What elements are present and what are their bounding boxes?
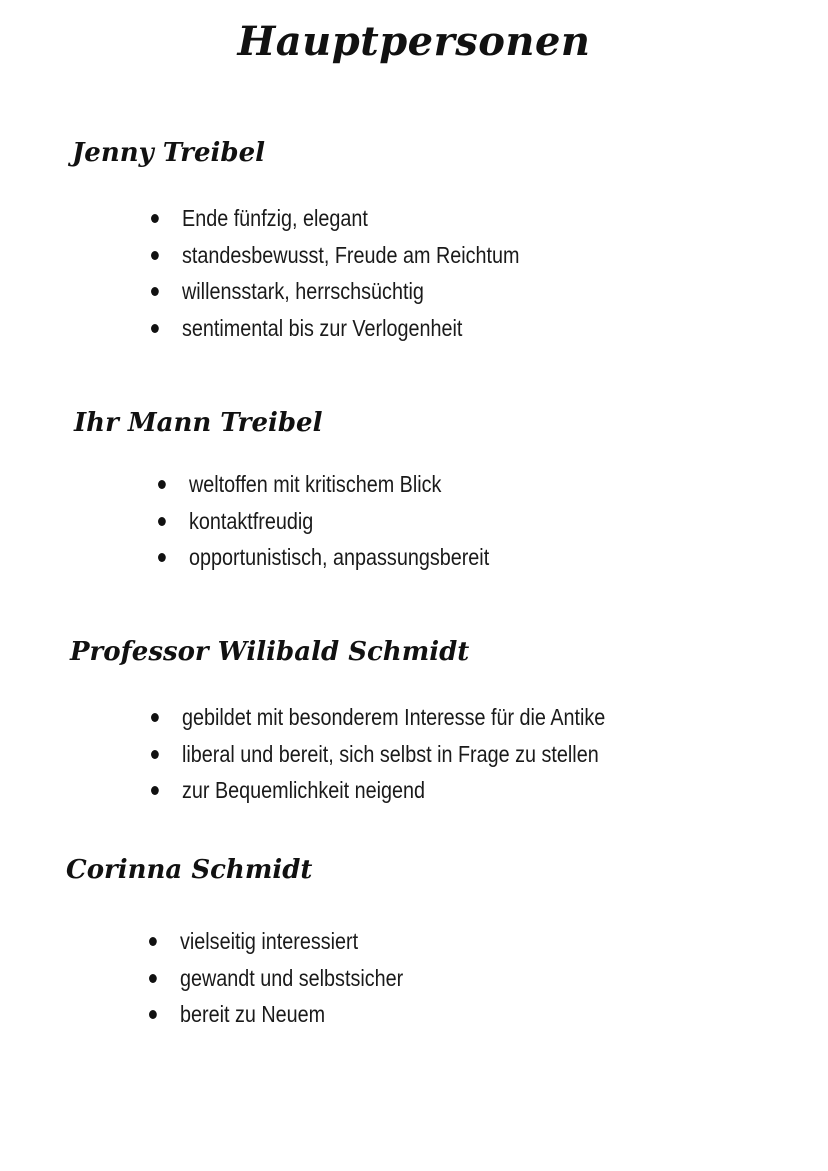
list-item: kontaktfreudig (189, 503, 489, 540)
bullet-icon (158, 517, 166, 526)
trait-list (180, 923, 440, 1033)
list-item: willensstark, herrschsüchtig (182, 273, 520, 310)
trait-list (182, 699, 674, 809)
bullet-icon (149, 937, 157, 946)
list-item: standesbewusst, Freude am Reichtum (182, 237, 520, 274)
list-item: vielseitig interessiert (180, 923, 403, 960)
list-item: Ende fünfzig, elegant (182, 200, 520, 237)
list-item: gebildet mit besonderem Interesse für die Antike (182, 699, 605, 736)
bullet-icon (151, 750, 159, 759)
page-title: Hauptpersonen (237, 18, 591, 65)
bullet-icon (149, 1010, 157, 1019)
bullet-icon (158, 553, 166, 562)
list-item: gewandt und selbstsicher (180, 960, 403, 997)
list-item: opportunistisch, anpassungsbereit (189, 539, 489, 576)
bullet-icon (151, 251, 159, 260)
bullet-icon (151, 287, 159, 296)
list-item: zur Bequemlichkeit neigend (182, 772, 605, 809)
list-item: liberal und bereit, sich selbst in Frage zu stellen (182, 736, 605, 773)
character-name: Jenny Treibel (72, 138, 265, 168)
bullet-icon (151, 786, 159, 795)
bullet-icon (151, 214, 159, 223)
character-name: Ihr Mann Treibel (74, 408, 323, 438)
trait-list (189, 466, 538, 576)
bullet-icon (151, 713, 159, 722)
trait-list (182, 200, 574, 346)
character-name: Professor Wilibald Schmidt (70, 637, 470, 667)
list-item: bereit zu Neuem (180, 996, 403, 1033)
bullet-icon (158, 480, 166, 489)
list-item: weltoffen mit kritischem Blick (189, 466, 489, 503)
bullet-icon (149, 974, 157, 983)
list-item: sentimental bis zur Verlogenheit (182, 310, 520, 347)
bullet-icon (151, 324, 159, 333)
character-name: Corinna Schmidt (66, 855, 313, 885)
